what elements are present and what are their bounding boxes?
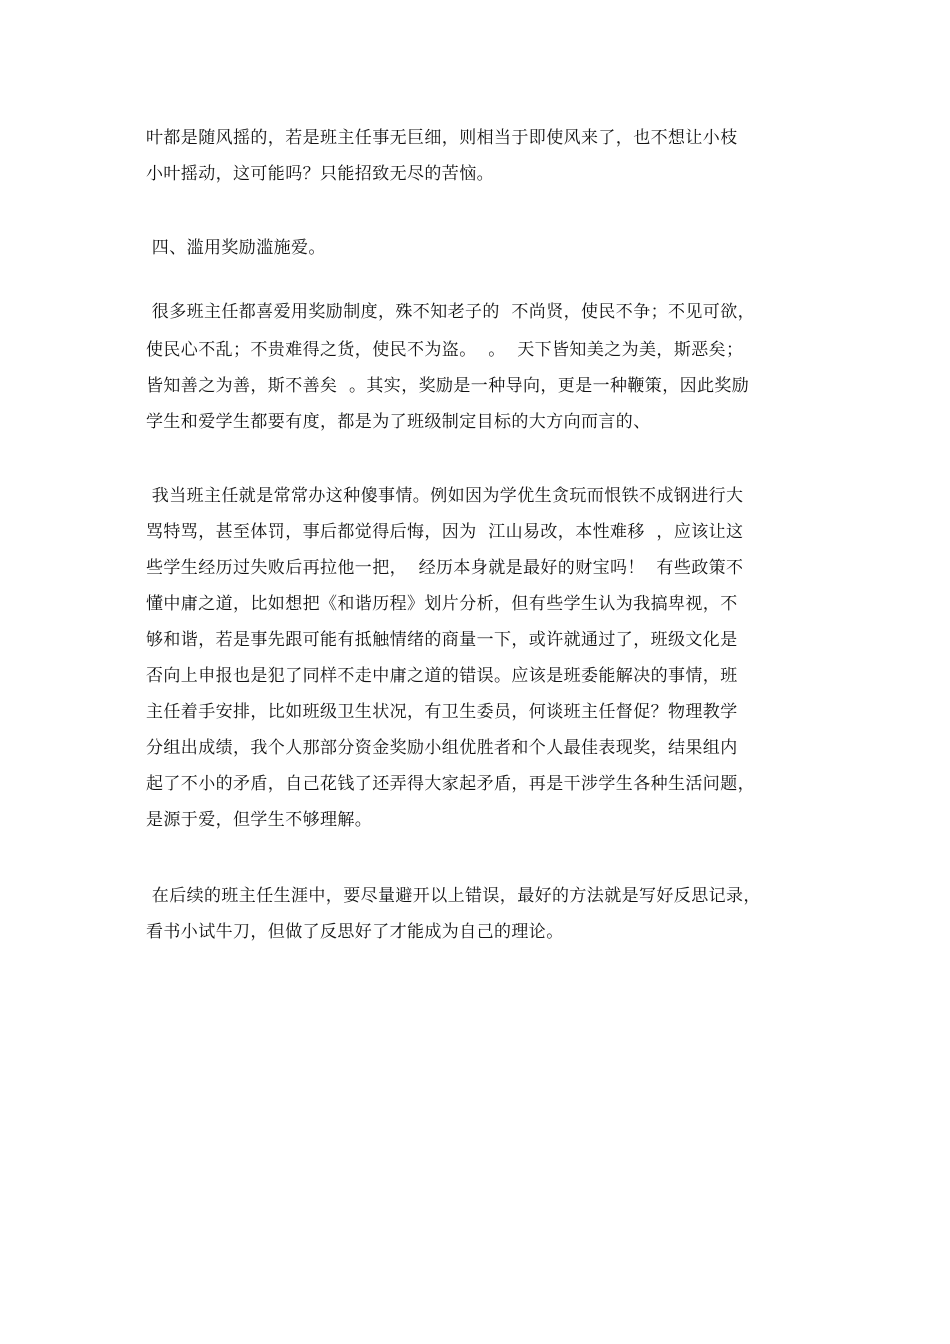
paragraph-3-line-4: 学生和爱学生都要有度，都是为了班级制定目标的大方向而言的、 [146, 412, 651, 432]
paragraph-4-line-6: 否向上申报也是犯了同样不走中庸之道的错误。应该是班委能解决的事情，班 [146, 666, 738, 686]
paragraph-4-line-3: 些学生经历过失败后再拉他一把， 经历本身就是最好的财宝吗！ 有些政策不 [146, 558, 744, 578]
section-heading: 四、滥用奖励滥施爱。 [146, 238, 326, 258]
paragraph-1-line-2: 小叶摇动，这可能吗？只能招致无尽的苦恼。 [146, 164, 494, 184]
paragraph-4-line-8: 分组出成绩，我个人那部分资金奖励小组优胜者和个人最佳表现奖，结果组内 [146, 738, 738, 758]
paragraph-3-line-3: 皆知善之为善，斯不善矣 。其实，奖励是一种导向，更是一种鞭策，因此奖励 [146, 376, 750, 396]
paragraph-5-line-2: 看书小试牛刀，但做了反思好了才能成为自己的理论。 [146, 922, 564, 942]
paragraph-4-line-1: 我当班主任就是常常办这种傻事情。例如因为学优生贪玩而恨铁不成钢进行大 [146, 486, 744, 506]
paragraph-3-line-2: 使民心不乱；不贵难得之货，使民不为盗。 。 天下皆知美之为美，斯恶矣； [146, 340, 744, 360]
paragraph-1-line-1: 叶都是随风摇的，若是班主任事无巨细，则相当于即使风来了，也不想让小枝 [146, 128, 738, 148]
paragraph-4-line-4: 懂中庸之道，比如想把《和谐历程》划片分析，但有些学生认为我搞卑视，不 [146, 594, 738, 614]
paragraph-4-line-7: 主任着手安排，比如班级卫生状况，有卫生委员，何谈班主任督促？物理教学 [146, 702, 738, 722]
paragraph-4-line-2: 骂特骂，甚至体罚，事后都觉得后悔，因为 江山易改，本性难移 ，应该让这 [146, 522, 744, 542]
paragraph-5-line-1: 在后续的班主任生涯中，要尽量避开以上错误，最好的方法就是写好反思记录， [146, 886, 761, 906]
paragraph-4-line-5: 够和谐，若是事先跟可能有抵触情绪的商量一下，或许就通过了，班级文化是 [146, 630, 738, 650]
paragraph-4-line-9: 起了不小的矛盾，自己花钱了还弄得大家起矛盾，再是干涉学生各种生活问题， [146, 774, 755, 794]
paragraph-3-line-1: 很多班主任都喜爱用奖励制度，殊不知老子的 不尚贤，使民不争；不见可欲， [146, 302, 756, 322]
paragraph-4-line-10: 是源于爱，但学生不够理解。 [146, 810, 373, 830]
